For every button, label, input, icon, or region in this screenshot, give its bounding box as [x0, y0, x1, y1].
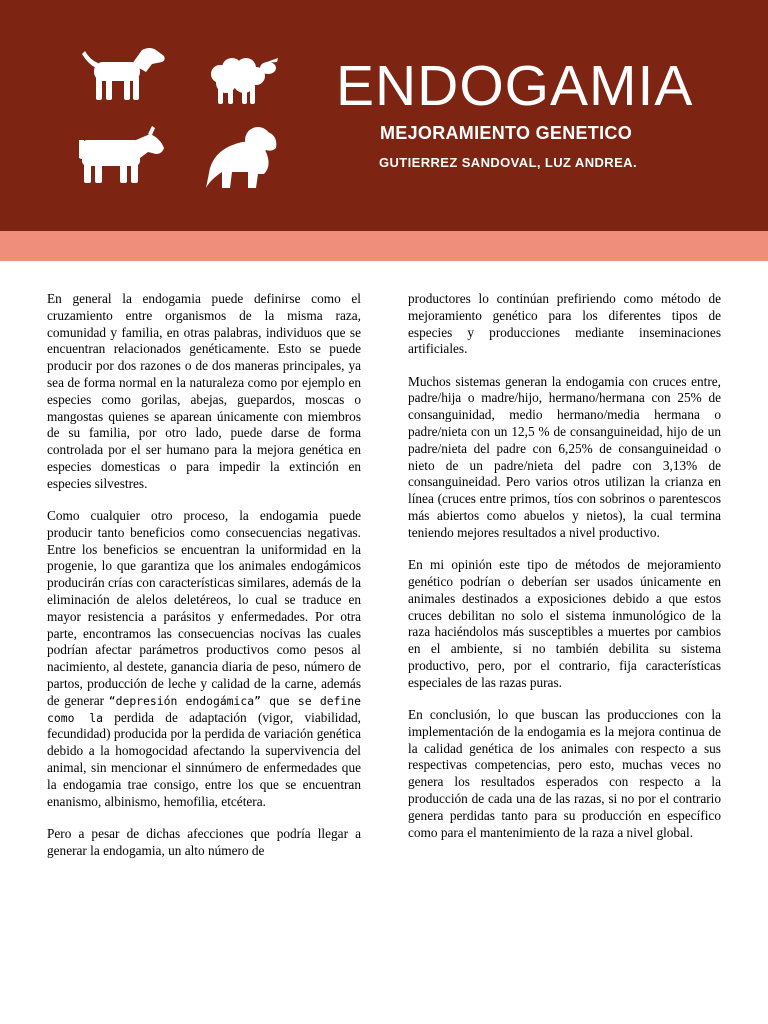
right-column	[408, 291, 721, 857]
left-column	[47, 291, 361, 875]
animal-icons	[70, 40, 290, 200]
dog-icon	[80, 46, 168, 102]
header-banner	[0, 0, 768, 231]
paragraph: Muchos sistemas generan la endogamia con cruces entre, padre/hija o madre/hijo, hermano/hermana con 25% de consanguinidad, medio hermano/media hermana o padre/nieta con un 12,5 % de consanguineidad, hijo de un padre/nieta del padre con 6,25% de consanguineidad o nieto de un padre/nieta del padre con 3,13% de consanguineidad. Pero varios otros utilizan la crianza en línea (cruces entre primos, tíos con sobrinos o parentescos más abiertos como abuelos y nietos), la cual termina teniendo mejores resultados a nivel productivo.	[408, 373, 721, 540]
paragraph: En mi opinión este tipo de métodos de mejoramiento genético podrían o deberían ser usados únicamente en animales destinados a exposiciones debido a que estos cruces debilitan no solo el sistema inmunológico de la raza haciéndolos más susceptibles a muertes por cambios en el ambiente, si no también debilita su sistema productivo, pero, por el contrario, fija características especiales de las razas puras.	[408, 557, 721, 690]
paragraph-text: perdida de adaptación (vigor, viabilidad, fecundidad) producida por la perdida de variación genética debido a la homogocidad afectando la supervivencia del animal, sin mencionar el sinnúmero de enfermedades que la endogamia trae consigo, entre los que se encuentran enanismo, albinismo, hemofilia, etcétera.	[47, 709, 361, 809]
paragraph: En general la endogamia puede definirse como el cruzamiento entre organismos de la misma raza, comunidad y familia, en otras palabras, individuos que se encuentran relacionados genéticamente. Esto se puede producir por dos razones o de dos maneras principales, ya sea de forma normal en la naturaleza como por ejemplo en especies como gorilas, abejas, guepardos, moscas o mangostas quienes se aparean únicamente con miembros de su familia, por otro lado, puede darse de forma controlada por el ser humano para la mejora genética en especies domesticas o para impedir la extinción en especies silvestres.	[47, 291, 361, 491]
paragraph	[47, 508, 361, 810]
cow-icon	[78, 126, 166, 184]
paragraph: productores lo continúan prefiriendo como método de mejoramiento genético para los diferentes tipos de especies y producciones mediante inseminaciones artificiales.	[408, 291, 721, 357]
author-name: GUTIERREZ SANDOVAL, LUZ ANDREA.	[379, 155, 637, 170]
quoted-term: “depresión endogámica” que se define como la	[47, 693, 361, 725]
sheep-icon	[208, 54, 280, 106]
paragraph: En conclusión, lo que buscan las producciones con la implementación de la endogamia es la mejora continua de la calidad genética de los animales con respecto a sus respectivas competencias, pero esto, muchas veces no genera los resultados esperados con respecto a la producción de cada una de las razas, si no por el contrario genera perdidas tanto para su producción en específico como para el mantenimiento de la raza a nivel global.	[408, 707, 721, 840]
paragraph-text: Como cualquier otro proceso, la endogamia puede producir tanto beneficios como consecuencias negativas. Entre los beneficios se encuentran la uniformidad en la progenie, lo que garantiza que los animales endogámicos producirán crías con características similares, además de la eliminación de alelos deletéreos, lo cual se traduce en mayor resistencia a parásitos y enfermedades. Por otra parte, encontramos las consecuencias nocivas las cuales podrían afectar parámetros productivos como pesos al nacimiento, al destete, ganancia diaria de peso, número de partos, producción de leche y calidad de la carne, además de generar	[47, 508, 361, 708]
paragraph: Pero a pesar de dichas afecciones que podría llegar a generar la endogamia, un alto número de	[47, 825, 361, 858]
accent-stripe	[0, 231, 768, 261]
page-title: ENDOGAMIA	[336, 54, 694, 118]
subtitle: MEJORAMIENTO GENETICO	[380, 123, 632, 143]
gorilla-icon	[202, 122, 282, 190]
